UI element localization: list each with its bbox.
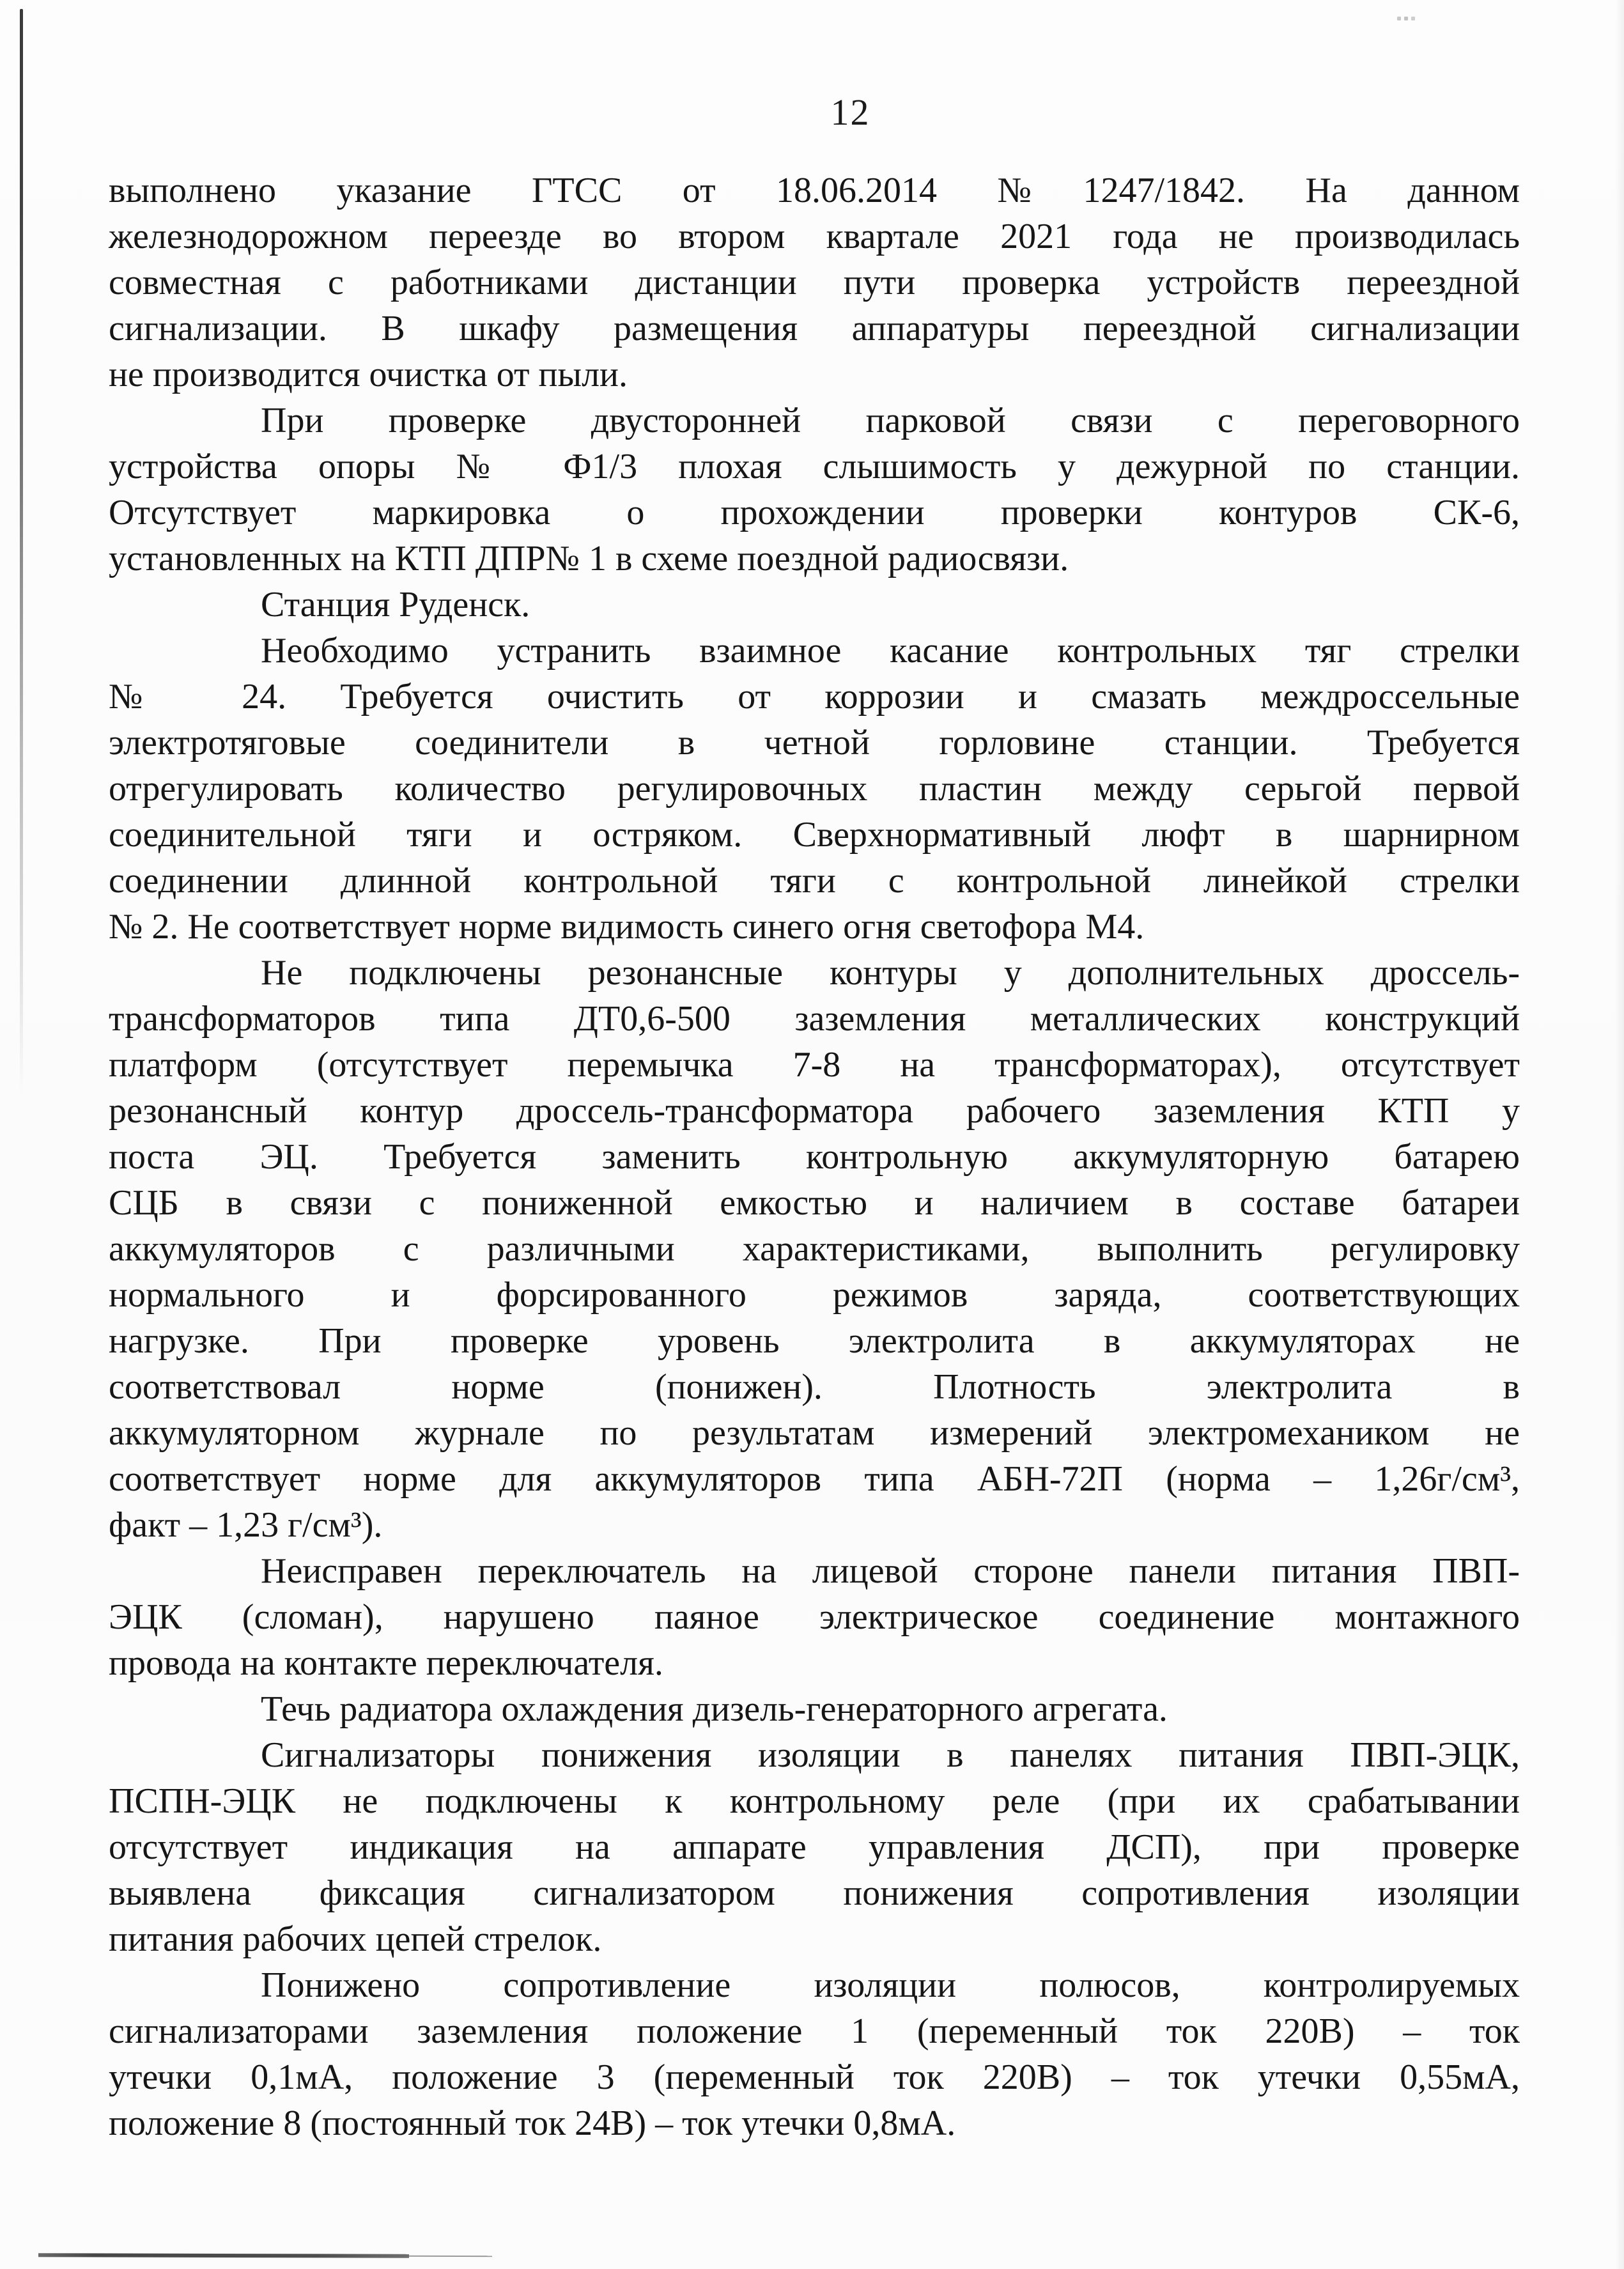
- text-line: Неисправен переключатель на лицевой стороне панели питания ПВП-: [261, 1551, 1520, 1591]
- text-line: отсутствует индикация на аппарате управления ДСП), при проверке: [109, 1827, 1520, 1867]
- text-line: соответствовал норме (понижен). Плотность электролита в: [109, 1367, 1520, 1407]
- text-line: ПСПН-ЭЦК не подключены к контрольному реле (при их срабатывании: [109, 1781, 1520, 1821]
- text-line: выполнено указание ГТСС от 18.06.2014 №1247/1842. На данном: [109, 171, 1520, 210]
- text-line: Необходимо устранить взаимное касание контрольных тяг стрелки: [261, 631, 1520, 670]
- document-content: [109, 167, 1520, 2146]
- text-line: выявлена фиксация сигнализатором понижения сопротивления изоляции: [109, 1873, 1520, 1913]
- text-line: № 2. Не соответствует норме видимость синего огня светофора М4.: [109, 907, 1145, 947]
- scan-artifact-left-edge-line: [20, 9, 23, 1096]
- text-line: соединении длинной контрольной тяги с контрольной линейкой стрелки: [109, 861, 1520, 901]
- text-line: железнодорожном переезде во втором квартале 2021 года не производилась: [109, 217, 1520, 256]
- text-line: аккумуляторном журнале по результатам измерений электромехаником не: [109, 1413, 1520, 1453]
- text-line: Понижено сопротивление изоляции полюсов, контролируемых: [261, 1965, 1520, 2005]
- text-line: Течь радиатора охлаждения дизель-генераторного агрегата.: [261, 1689, 1168, 1729]
- text-line: установленных на КТП ДПР№ 1 в схеме поездной радиосвязи.: [109, 539, 1069, 578]
- page-number: 12: [830, 91, 870, 133]
- text-line: устройства опоры № Ф1/3 плохая слышимость у дежурной по станции.: [109, 447, 1520, 486]
- text-line: платформ (отсутствует перемычка 7-8 на трансформаторах), отсутствует: [109, 1045, 1520, 1085]
- text-line: При проверке двусторонней парковой связи с переговорного: [261, 401, 1520, 440]
- scan-artifact-noise-dots: [1397, 17, 1401, 20]
- text-line: совместная с работниками дистанции пути проверка устройств переездной: [109, 263, 1520, 302]
- text-line: провода на контакте переключателя.: [109, 1643, 663, 1683]
- text-line: № 24. Требуется очистить от коррозии и смазать междроссельные: [109, 677, 1520, 716]
- text-line: электротяговые соединители в четной горловине станции. Требуется: [109, 723, 1520, 763]
- text-line: сигнализации. В шкафу размещения аппаратуры переездной сигнализации: [109, 309, 1520, 348]
- text-line: соединительной тяги и остряком. Сверхнормативный люфт в шарнирном: [109, 815, 1520, 855]
- text-line: аккумуляторов с различными характеристиками, выполнить регулировку: [109, 1229, 1520, 1269]
- text-line: нагрузке. При проверке уровень электролита в аккумуляторах не: [109, 1321, 1520, 1361]
- text-line: Не подключены резонансные контуры у дополнительных дроссель-: [261, 953, 1520, 993]
- text-line: не производится очистка от пыли.: [109, 355, 628, 394]
- text-line: Станция Руденск.: [261, 585, 530, 624]
- text-line: ЭЦК (сломан), нарушено паяное электрическое соединение монтажного: [109, 1597, 1520, 1637]
- text-line: соответствует норме для аккумуляторов типа АБН-72П (норма – 1,26г/см³,: [109, 1459, 1520, 1499]
- text-line: нормального и форсированного режимов заряда, соответствующих: [109, 1275, 1520, 1315]
- text-line: питания рабочих цепей стрелок.: [109, 1919, 602, 1959]
- text-line: факт – 1,23 г/см³).: [109, 1505, 383, 1545]
- scan-artifact-bottom-line: [38, 2253, 409, 2258]
- text-line: отрегулировать количество регулировочных пластин между серьгой первой: [109, 769, 1520, 809]
- text-line: утечки 0,1мА, положение 3 (переменный ток 220В) – ток утечки 0,55мА,: [109, 2057, 1520, 2097]
- text-line: Отсутствует маркировка о прохождении проверки контуров СК-6,: [109, 493, 1520, 532]
- text-line: трансформаторов типа ДТ0,6-500 заземления металлических конструкций: [109, 999, 1520, 1039]
- text-line: положение 8 (постоянный ток 24В) – ток утечки 0,8мА.: [109, 2103, 956, 2143]
- text-line: поста ЭЦ. Требуется заменить контрольную аккумуляторную батарею: [109, 1137, 1520, 1177]
- text-line: СЦБ в связи с пониженной емкостью и наличием в составе батареи: [109, 1183, 1520, 1223]
- text-line: резонансный контур дроссель-трансформатора рабочего заземления КТП у: [109, 1091, 1520, 1131]
- text-line: Сигнализаторы понижения изоляции в панелях питания ПВП-ЭЦК,: [261, 1735, 1520, 1775]
- text-line: сигнализаторами заземления положение 1 (переменный ток 220В) – ток: [109, 2011, 1520, 2051]
